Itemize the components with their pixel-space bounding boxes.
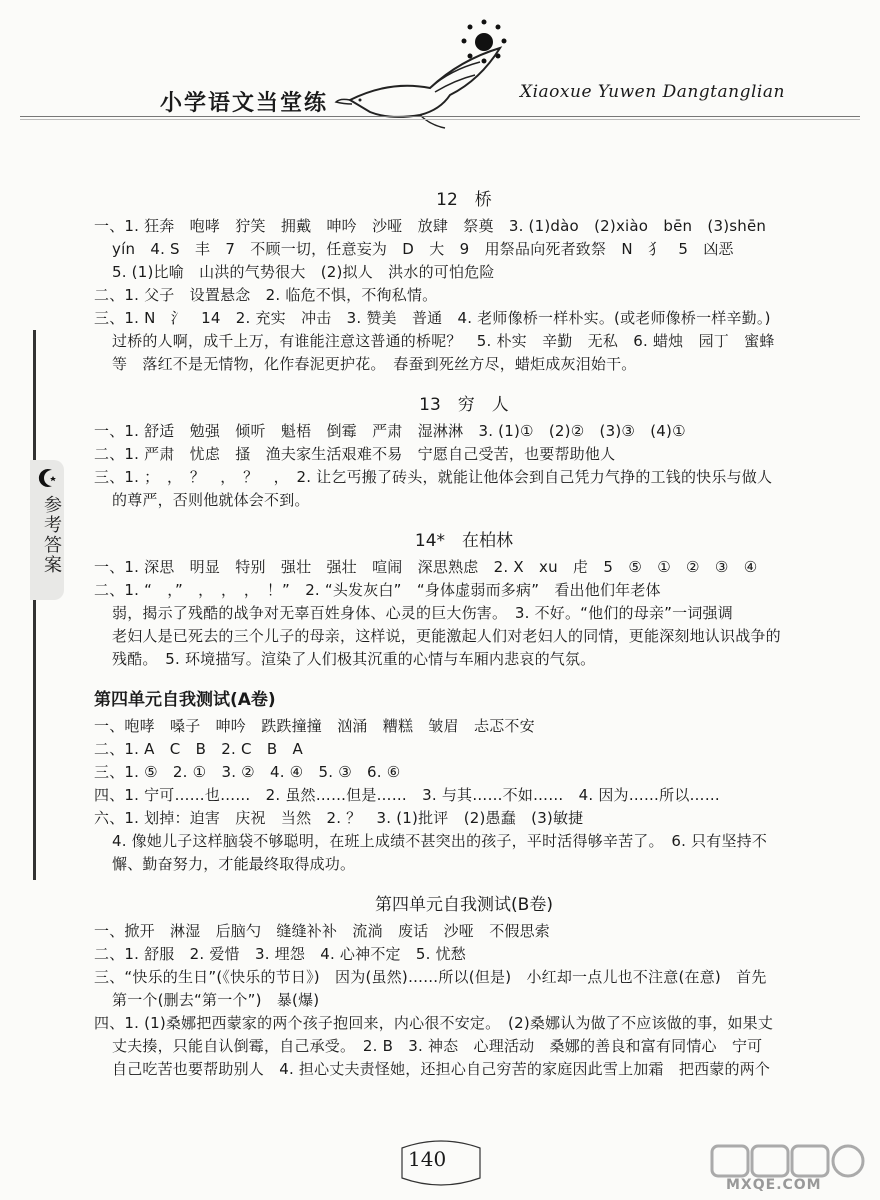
section-unit-test-a: [94, 685, 834, 876]
book-pinyin: Xiaoxue Yuwen Dangtanglian: [520, 82, 785, 102]
answer-line: 四、1. 宁可……也…… 2. 虽然……但是…… 3. 与其……不如…… 4. 因为……所以……: [94, 786, 720, 804]
answer-content: [94, 185, 834, 1081]
section-lesson-13: [94, 390, 834, 512]
answer-line: yín 4. S 丰 7 不顾一切，任意妄为 D 大 9 用祭品向死者致祭 N 犭 5 凶恶: [112, 240, 734, 258]
answer-line: 三、1. ⑤ 2. ① 3. ② 4. ④ 5. ③ 6. ⑥: [94, 763, 401, 781]
answer-line: 二、1. 父子 设置悬念 2. 临危不惧，不徇私情。: [94, 286, 438, 304]
section-unit-test-b: [94, 890, 834, 1081]
answer-line: 丈夫揍，只能自认倒霉，自己承受。 2. B 3. 神态 心理活动 桑娜的善良和富有同情心 宁可: [112, 1037, 763, 1055]
answer-line: 三、“快乐的生日”(《快乐的节日》) 因为(虽然)……所以(但是) 小红却一点儿也不注意(在意) 首先: [94, 968, 767, 986]
page-number: 140: [408, 1147, 447, 1171]
section-title: 13 穷 人: [419, 395, 509, 415]
crescent-star-icon: [36, 466, 60, 490]
answer-line: 懈、勤奋努力，才能最终取得成功。: [112, 855, 356, 873]
answer-line: 二、1. A C B 2. C B A: [94, 740, 304, 758]
answer-line: 过桥的人啊，成千上万，有谁能注意这普通的桥呢？ 5. 朴实 辛勤 无私 6. 蜡烛 园丁 蜜蜂: [112, 332, 775, 350]
answer-line: 三、1. ； ， ？ ， ？ ， 2. 让乞丐搬了砖头，就能让他体会到自己凭力气挣的工钱的快乐与做人: [94, 468, 773, 486]
answer-line: 等 落红不是无情物，化作春泥更护花。 春蚕到死丝方尽，蜡炬成灰泪始干。: [112, 355, 637, 373]
answer-line: 一、1. 狂奔 咆哮 狞笑 拥戴 呻吟 沙哑 放肆 祭奠 3. (1)dào (2)xiào bēn (3)shēn: [94, 217, 767, 235]
answer-line: 自己吃苦也要帮助别人 4. 担心丈夫责怪她，还担心自己穷苦的家庭因此雪上加霜 把西蒙的两个: [112, 1060, 771, 1078]
answer-line: 一、1. 舒适 勉强 倾听 魁梧 倒霉 严肃 湿淋淋 3. (1)① (2)② (3)③ (4)①: [94, 422, 686, 440]
header-rule: [20, 116, 860, 117]
page-header: [0, 0, 880, 160]
section-title: 14* 在柏林: [414, 531, 514, 551]
side-rule: [33, 330, 36, 880]
answer-line: 六、1. 划掉：迫害 庆祝 当然 2. ？ 3. (1)批评 (2)愚蠢 (3)敏捷: [94, 809, 584, 827]
section-lesson-14: [94, 526, 834, 671]
side-label-text: 参考答案: [41, 495, 62, 575]
answer-line: 的尊严，否则他就体会不到。: [112, 491, 310, 509]
answer-line: 二、1. 舒服 2. 爱惜 3. 埋怨 4. 心神不定 5. 忧愁: [94, 945, 466, 963]
section-title: 12 桥: [436, 190, 492, 210]
answer-line: 四、1. (1)桑娜把西蒙家的两个孩子抱回来，内心很不安定。 (2)桑娜认为做了不应该做的事，如果丈: [94, 1014, 774, 1032]
answer-line: 4. 像她儿子这样脑袋不够聪明，在班上成绩不甚突出的孩子，平时活得够辛苦了。 6. 只有坚持不: [112, 832, 768, 850]
answer-line: 一、1. 深思 明显 特别 强壮 强壮 喧闹 深思熟虑 2. X xu 虍 5 ⑤ ① ② ③ ④: [94, 558, 758, 576]
section-title: 第四单元自我测试(B卷): [375, 895, 553, 915]
answer-line: 老妇人是已死去的三个儿子的母亲，这样说，更能激起人们对老妇人的同情，更能深刻地认识战争的: [112, 627, 781, 645]
answer-line: 三、1. N 氵 14 2. 充实 冲击 3. 赞美 普通 4. 老师像桥一样朴实。(或老师像桥一样辛勤。): [94, 309, 771, 327]
answer-line: 一、掀开 淋湿 后脑勺 缝缝补补 流淌 废话 沙哑 不假思索: [94, 922, 551, 940]
section-title: 第四单元自我测试(A卷): [94, 690, 276, 710]
watermark-text: MXQE.COM: [726, 1177, 822, 1193]
section-lesson-12: [94, 185, 834, 376]
answer-line: 二、1. “ ，” ， ， ， ！” 2. “头发灰白” “身体虚弱而多病” 看出他们年老体: [94, 581, 661, 599]
answer-line: 5. (1)比喻 山洪的气势很大 (2)拟人 洪水的可怕危险: [112, 263, 495, 281]
answer-line: 二、1. 严肃 忧虑 搔 渔夫家生活艰难不易 宁愿自己受苦，也要帮助他人: [94, 445, 616, 463]
answer-line: 一、咆哮 嗓子 呻吟 跌跌撞撞 汹涌 糟糕 皱眉 忐忑不安: [94, 717, 535, 735]
answer-line: 第一个(删去“第一个”) 暴(爆): [112, 991, 320, 1009]
header-rule-secondary: [20, 119, 860, 120]
book-title: 小学语文当堂练: [160, 91, 329, 116]
answer-line: 残酷。 5. 环境描写。渲染了人们极其沉重的心情与车厢内悲哀的气氛。: [112, 650, 596, 668]
answer-line: 弱，揭示了残酷的战争对无辜百姓身体、心灵的巨大伤害。 3. 不好。“他们的母亲”一词强调: [112, 604, 733, 622]
